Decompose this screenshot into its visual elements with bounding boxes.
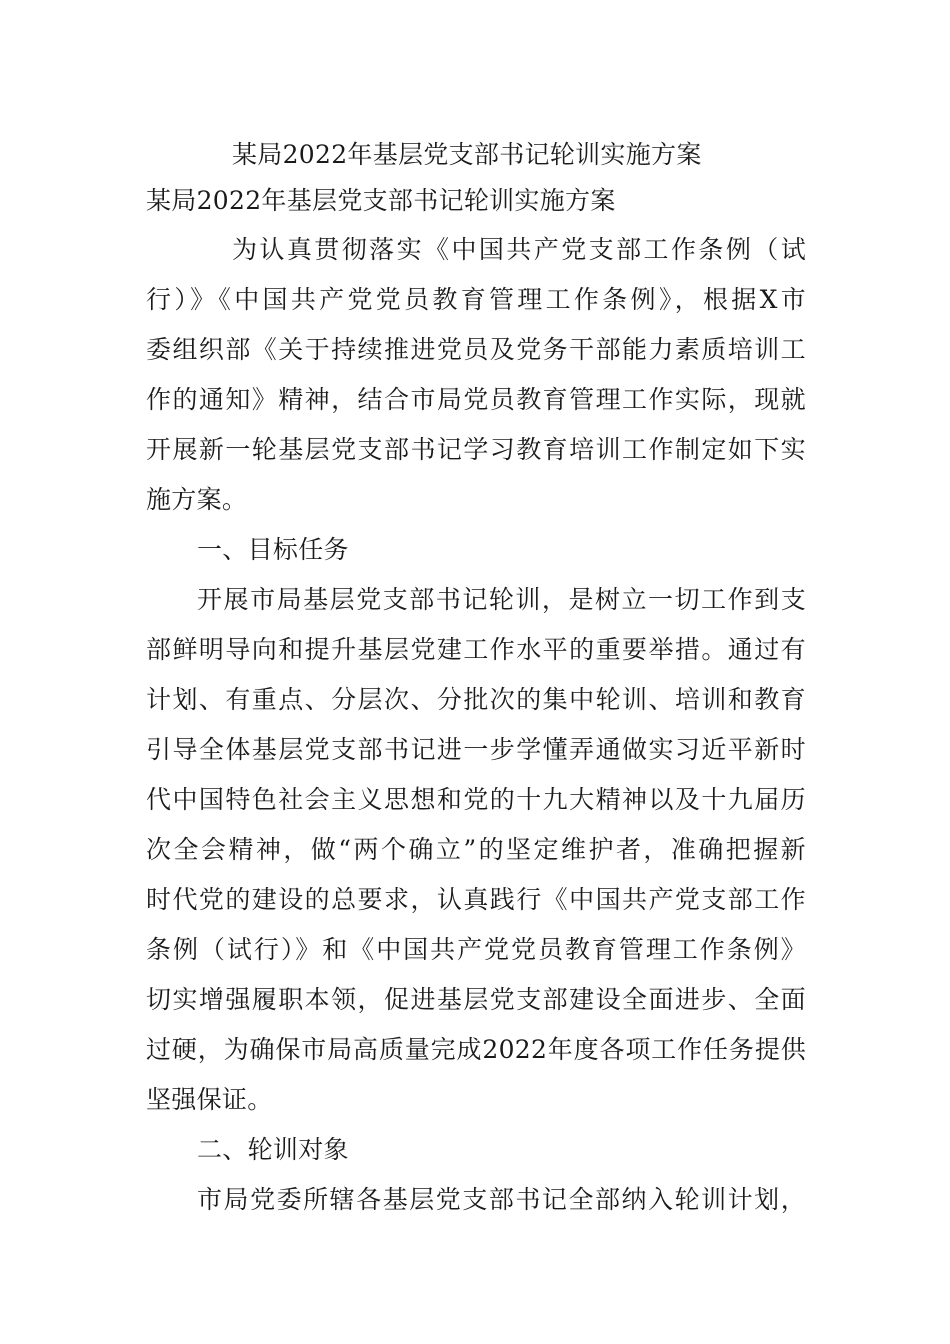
section-heading: 二、轮训对象	[197, 1135, 349, 1164]
section-line: 次全会精神，做“两个确立”的坚定维护者，准确把握新	[146, 835, 806, 864]
section-line: 计划、有重点、分层次、分批次的集中轮训、培训和教育	[146, 685, 806, 714]
intro-line: 行）》《中国共产党党员教育管理工作条例》，根据X市	[146, 285, 806, 314]
intro-line: 施方案。	[146, 485, 248, 514]
intro-line: 为认真贯彻落实《中国共产党支部工作条例（试	[232, 235, 806, 264]
section-line: 切实增强履职本领，促进基层党支部建设全面进步、全面	[146, 985, 806, 1014]
intro-line: 作的通知》精神，结合市局党员教育管理工作实际，现就	[146, 385, 806, 414]
section-line: 过硬，为确保市局高质量完成2022年度各项工作任务提供	[146, 1035, 806, 1064]
section-heading: 一、目标任务	[197, 535, 349, 564]
section-line: 代中国特色社会主义思想和党的十九大精神以及十九届历	[146, 785, 806, 814]
document-subtitle: 某局2022年基层党支部书记轮训实施方案	[146, 186, 616, 215]
intro-line: 开展新一轮基层党支部书记学习教育培训工作制定如下实	[146, 435, 806, 464]
section-line: 坚强保证。	[146, 1085, 273, 1114]
section-line: 市局党委所辖各基层党支部书记全部纳入轮训计划，	[197, 1185, 806, 1214]
intro-line: 委组织部《关于持续推进党员及党务干部能力素质培训工	[146, 335, 806, 364]
section-line: 部鲜明导向和提升基层党建工作水平的重要举措。通过有	[146, 635, 806, 664]
section-line: 引导全体基层党支部书记进一步学懂弄通做实习近平新时	[146, 735, 806, 764]
section-line: 开展市局基层党支部书记轮训，是树立一切工作到支	[197, 585, 806, 614]
document-title: 某局2022年基层党支部书记轮训实施方案	[232, 140, 702, 169]
section-line: 时代党的建设的总要求，认真践行《中国共产党支部工作	[146, 885, 806, 914]
section-line: 条例（试行）》和《中国共产党党员教育管理工作条例》	[146, 935, 806, 964]
